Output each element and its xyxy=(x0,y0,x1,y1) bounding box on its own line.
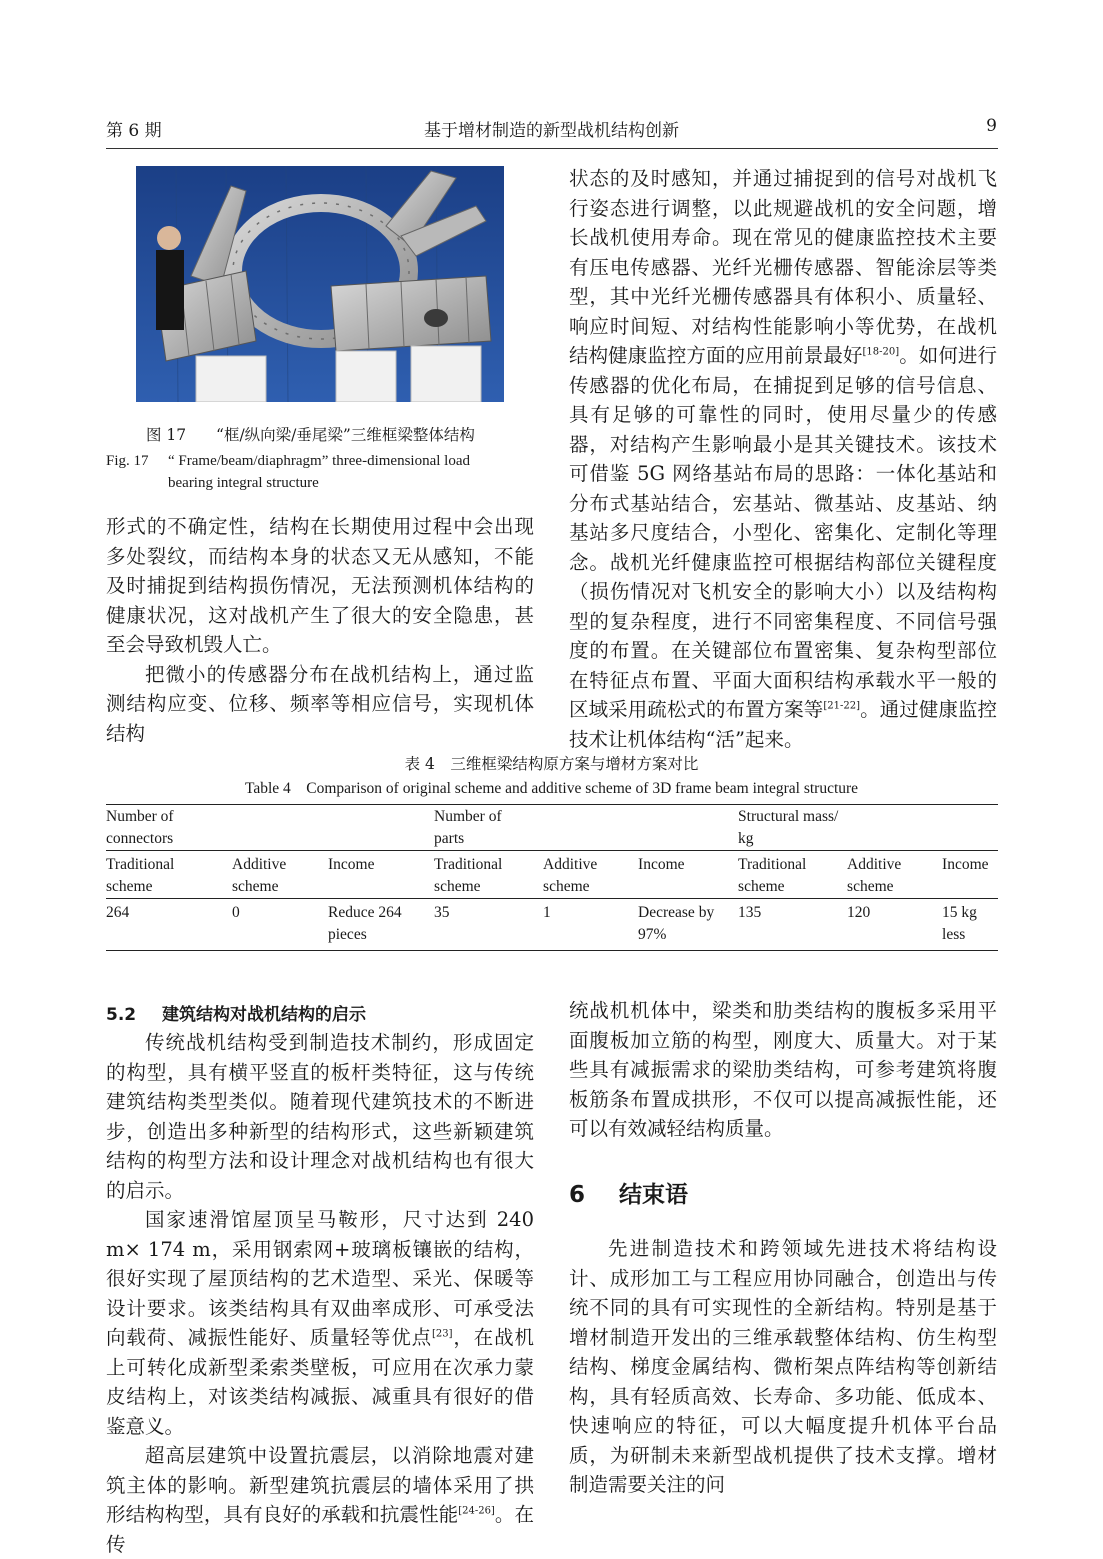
table-column-header: Income xyxy=(328,856,375,873)
frame-beam-structure-illustration xyxy=(136,166,504,402)
table-4 xyxy=(106,804,998,951)
citation: [18-20] xyxy=(862,346,900,358)
table-column-header: Income xyxy=(638,856,685,873)
chapter-title: 结束语 xyxy=(619,1182,689,1208)
figure-caption-en-line2: bearing integral structure xyxy=(168,475,319,491)
table-cell: 15 kg less xyxy=(942,904,977,943)
paragraph: 传统战机结构受到制造技术制约，形成固定的构型，具有横平竖直的板杆类特征，这与传统建筑结构类型类似。随着现代建筑技术的不断进步，创造出多种新型的结构形式，这些新颖建筑结构的构型方法和设计理念对战机结构也有很大的启示。 xyxy=(106,1031,534,1202)
table-group-header: Number of parts xyxy=(434,808,502,847)
paragraph-text: 。如何进行传感器的优化布局，在捕捉到足够的信号信息、具有足够的可靠性的同时，使用尽量少的传感器，对结构产生影响最小是其关键技术。该技术可借鉴 5G 网络基站布局的思路：一体化基站和分布式基站结合，宏基站、微基站、皮基站、纳基站多尺度结合，小型化、密集化、定制化等理念。战机光纤健康监控可根据结构部位关键程度（损伤情况对飞机安全的影响大小）以及结构构型的复杂程度，进行不同密集程度、不同信号强度的布置。在关键部位布置密集、复杂构型部位在特征点布置、平面大面积结构承载水平一般的区域采用疏松式的布置方案等 xyxy=(569,344,997,721)
header-title: 基于增材制造的新型战机结构创新 xyxy=(424,121,679,141)
figure-caption-en-label: Fig. 17 xyxy=(106,453,149,469)
left-column-upper xyxy=(106,512,534,748)
paragraph-text: 。在传 xyxy=(106,1503,534,1556)
table-row xyxy=(106,899,998,951)
header-issue: 第 6 期 xyxy=(106,121,162,141)
table-column-header: Traditional scheme xyxy=(106,856,175,895)
paragraph: 先进制造技术和跨领域先进技术将结构设计、成形加工与工程应用协同融合，创造出与传统不同的具有可实现性的全新结构。特别是基于增材制造开发出的三维承载整体结构、仿生构型结构、梯度金属结构、微桁架点阵结构等创新结构，具有轻质高效、长寿命、多功能、低成本、快速响应的特征，可以大幅度提升机体平台品质，为研制未来新型战机提供了技术支撑。增材制造需要关注的问 xyxy=(569,1237,997,1496)
citation: [23] xyxy=(431,1328,453,1340)
section-title: 建筑结构对战机结构的启示 xyxy=(161,1005,366,1025)
paragraph: 形式的不确定性，结构在长期使用过程中会出现多处裂纹，而结构本身的状态又无从感知，不能及时捕捉到结构损伤情况，无法预测机体结构的健康状况，这对战机产生了很大的安全隐患，甚至会导致机毁人亡。 xyxy=(106,515,534,656)
figure-caption-en-line1: “ Frame/beam/diaphragm” three-dimensional load xyxy=(168,453,470,469)
right-column-conclusion xyxy=(569,1234,997,1500)
table-column-header: Additive scheme xyxy=(543,856,598,895)
table-column-header: Traditional scheme xyxy=(738,856,807,895)
left-column-lower xyxy=(106,1028,534,1559)
figure-caption-cn: “框/纵向梁/垂尾梁”三维框梁整体结构 xyxy=(216,426,475,444)
citation: [21-22] xyxy=(823,700,861,712)
table-column-header: Additive scheme xyxy=(232,856,287,895)
table-caption-cn: 表 4 三维框梁结构原方案与增材方案对比 xyxy=(404,755,699,773)
table-cell: 1 xyxy=(543,904,551,921)
chapter-number: 6 xyxy=(569,1182,586,1208)
paragraph-text: 状态的及时感知，并通过捕捉到的信号对战机飞行姿态进行调整，以此规避战机的安全问题，增长战机使用寿命。现在常见的健康监控技术主要有压电传感器、光纤光栅传感器、智能涂层等类型，其中光纤光栅传感器具有体积小、质量轻、响应时间短、对结构性能影响小等优势，在战机结构健康监控方面的应用前景最好 xyxy=(569,167,997,367)
header-page-number: 9 xyxy=(986,116,997,136)
right-column-upper xyxy=(569,164,997,754)
paragraph-text: 国家速滑馆屋顶呈马鞍形，尺寸达到 240 m× 174 m，采用钢索网+玻璃板镶嵌的结构，很好实现了屋顶结构的艺术造型、采光、保暖等设计要求。该类结构具有双曲率成形、可承受法向载荷、减振性能好、质量轻等优点 xyxy=(106,1208,534,1349)
paragraph-text: ，在战机上可转化成新型柔索类壁板，可应用在次承力蒙皮结构上，对该类结构减振、减重具有很好的借鉴意义。 xyxy=(106,1326,534,1438)
table-column-header: Income xyxy=(942,856,989,873)
paragraph-text: 超高层建筑中设置抗震层，以消除地震对建筑主体的影响。新型建筑抗震层的墙体采用了拱形结构构型，具有良好的承载和抗震性能 xyxy=(106,1444,534,1526)
table-cell: 0 xyxy=(232,904,240,921)
citation: [24-26] xyxy=(458,1505,495,1517)
table-cell: 135 xyxy=(738,904,762,921)
section-number: 5.2 xyxy=(106,1005,137,1025)
table-cell: Decrease by 97% xyxy=(638,904,715,943)
paragraph: 统战机机体中，梁类和肋类结构的腹板多采用平面腹板加立筋的构型，刚度大、质量大。对于某些具有减振需求的梁肋类结构，可参考建筑将腹板筋条布置成拱形，不仅可以提高减振性能，还可以有效减轻结构质量。 xyxy=(569,999,997,1140)
table-column-header: Traditional scheme xyxy=(434,856,503,895)
table-cell: 120 xyxy=(847,904,871,921)
right-column-lower xyxy=(569,996,997,1144)
header-rule xyxy=(106,148,998,149)
table-group-header: Number of connectors xyxy=(106,808,174,847)
table-group-header: Structural mass/ kg xyxy=(738,808,839,847)
table-column-header: Additive scheme xyxy=(847,856,902,895)
table-cell: Reduce 264 pieces xyxy=(328,904,402,943)
table-cell: 264 xyxy=(106,904,130,921)
paragraph-text: 。通过健康监控技术让机体结构“活”起来。 xyxy=(569,698,997,751)
table-caption-en: Table 4 Comparison of original scheme and additive scheme of 3D frame beam integral structure xyxy=(244,780,859,797)
figure-17-photo xyxy=(136,166,504,402)
figure-caption-cn-label: 图 17 xyxy=(146,426,187,444)
paragraph: 把微小的传感器分布在战机结构上，通过监测结构应变、位移、频率等相应信号，实现机体结构 xyxy=(106,662,534,745)
table-cell: 35 xyxy=(434,904,450,921)
